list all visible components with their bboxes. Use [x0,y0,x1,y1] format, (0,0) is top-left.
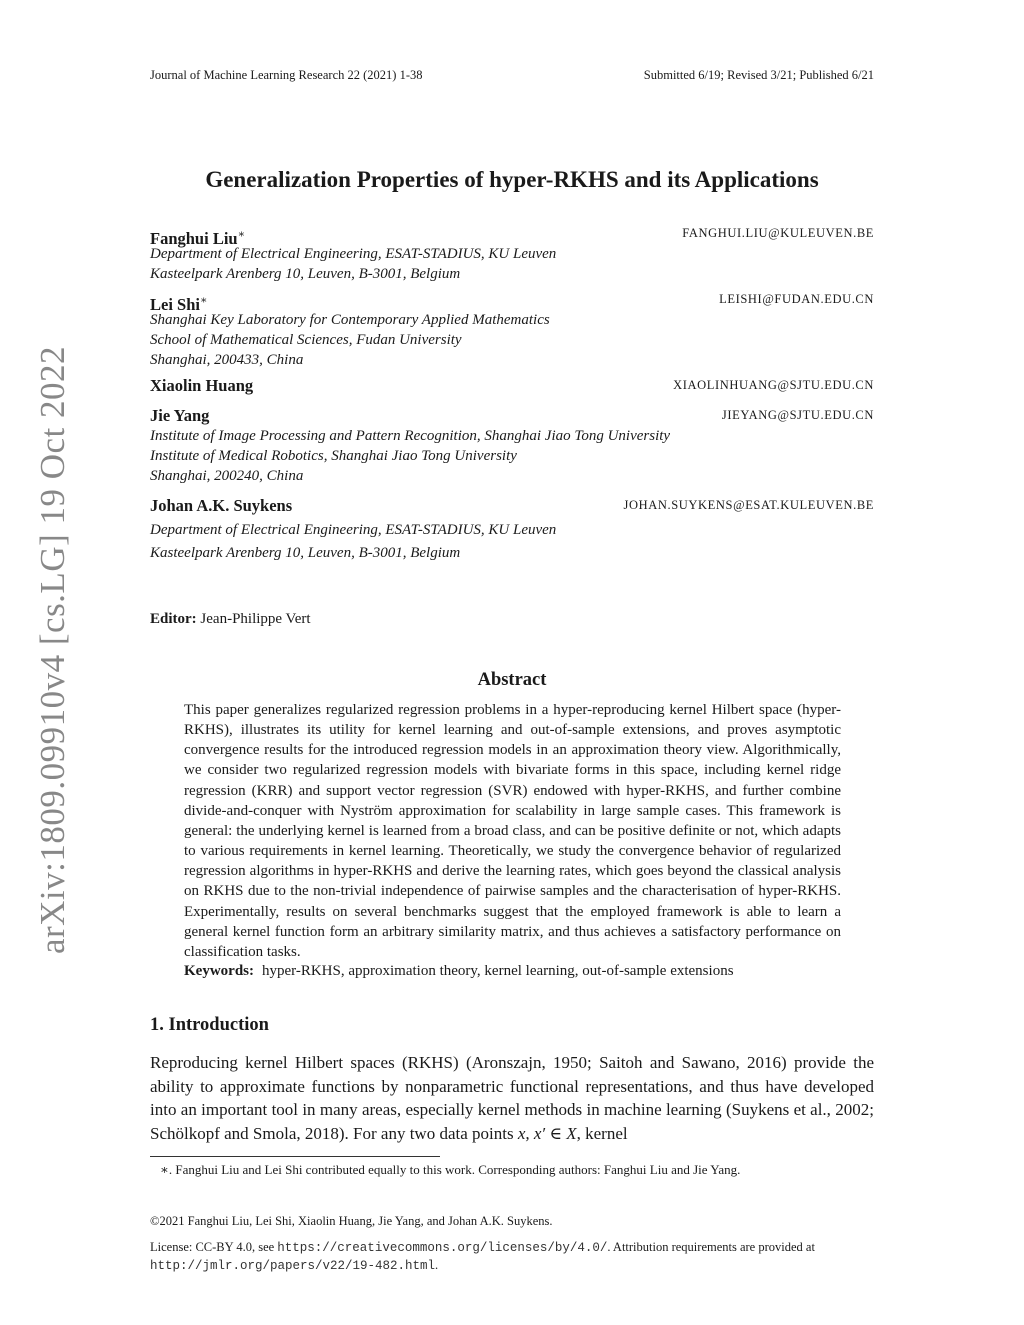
author-affiliation: Department of Electrical Engineering, ESAT-STADIUS, KU Leuven [150,522,557,538]
author-name: Johan A.K. Suykens [150,496,293,515]
author-affiliation: Department of Electrical Engineering, ESAT-STADIUS, KU Leuven [150,246,557,262]
editor-line [150,611,311,628]
editor-label: Editor: [150,611,197,627]
author-affiliation: Shanghai Key Laboratory for Contemporary Applied Mathematics [150,312,550,328]
editor-name: Jean-Philippe Vert [200,611,311,627]
author-address: Kasteelpark Arenberg 10, Leuven, B-3001, Belgium [150,545,461,561]
journal-header: Journal of Machine Learning Research 22 (2021) 1-38 [150,68,423,82]
keywords-text: hyper-RKHS, approximation theory, kernel learning, out-of-sample extensions [262,963,734,979]
author-email[interactable]: JIEYANG@SJTU.EDU.CN [721,408,874,422]
footnote-rule [150,1156,440,1157]
author-name: Xiaolin Huang [150,376,254,395]
abstract-text: This paper generalizes regularized regression problems in a hyper-reproducing kernel Hilbert space (hyper-RKHS), illustrates its utility for kernel learning and out-of-sample extensions, and proves asymptotic convergence results for the introduced regression models in an approximation theory view. Algorithmically, we consider two regularized regression models with bivariate forms in this space, including kernel ridge regression (KRR) and support vector regression (SVR) endowed with hyper-RKHS, and further combine divide-and-conquer with Nyström approximation for scalability in large sample cases. This framework is general: the underlying kernel is learned from a broad class, and can be positive definite or not, which adapts to various requirements in kernel learning. Theoretically, we study the convergence behavior of regularized regression algorithms in hyper-RKHS and derive the learning rates, which goes beyond the classical analysis on RKHS due to the non-trivial independence of pairwise samples and the characterisation of hyper-RKHS. Experimentally, results on several benchmarks suggest that the employed framework is able to learn a general kernel function form an arbitrary similarity matrix, and thus achieves a satisfactory performance on classification tasks. [184,702,841,960]
author-row [150,376,874,396]
author-email[interactable]: XIAOLINHUANG@SJTU.EDU.CN [673,378,874,392]
paper-title: Generalization Properties of hyper-RKHS and its Applications [205,167,819,192]
author-address: Shanghai, 200240, China [150,468,304,484]
arxiv-stamp: arXiv:1809.09910v4 [cs.LG] 19 Oct 2022 [33,345,72,955]
keywords-label: Keywords: [184,963,254,979]
equal-contribution-mark: ∗ [199,294,208,306]
abstract-heading: Abstract [477,670,547,690]
author-affiliation: School of Mathematical Sciences, Fudan University [150,332,462,348]
author-email[interactable]: FANGHUI.LIU@KULEUVEN.BE [682,226,874,240]
author-name: Jie Yang [150,406,210,425]
copyright-notice: ©2021 Fanghui Liu, Lei Shi, Xiaolin Huang, Jie Yang, and Johan A.K. Suykens. [150,1214,553,1228]
author-address: Kasteelpark Arenberg 10, Leuven, B-3001, Belgium [150,266,461,282]
submission-dates: Submitted 6/19; Revised 3/21; Published 6/21 [643,68,874,82]
equal-contribution-mark: ∗ [237,228,246,240]
author-name: Fanghui Liu∗ [150,228,246,248]
author-affiliation: Institute of Medical Robotics, Shanghai Jiao Tong University [150,448,517,464]
author-email[interactable]: LEISHI@FUDAN.EDU.CN [719,292,874,306]
author-row [150,496,874,516]
license-notice: License: CC-BY 4.0, see https://creativecommons.org/licenses/by/4.0/. Attribution requirements are provided at http://jmlr.org/papers/v22/19-482.html. [150,1240,815,1273]
author-email[interactable]: JOHAN.SUYKENS@ESAT.KULEUVEN.BE [623,498,874,512]
author-name: Lei Shi∗ [150,294,208,314]
author-row [150,290,874,314]
author-address: Shanghai, 200433, China [150,352,304,368]
author-row [150,224,874,248]
inline-math: x, x′ ∈ X [517,1123,577,1143]
author-row [150,406,874,426]
footnote: ∗. Fanghui Liu and Lei Shi contributed equally to this work. Corresponding authors: Fanghui Liu and Jie Yang. [160,1162,741,1177]
introduction-text: Reproducing kernel Hilbert spaces (RKHS) (Aronszajn, 1950; Saitoh and Sawano, 2016) provide the ability to approximate functions by nonparametric functional representations, and thus have developed into an important tool in many areas, especially kernel methods in machine learning (Suykens et al., 2002; Schölkopf and Smola, 2018). For any two data points x, x′ ∈ X, kernel [150,1053,874,1143]
section-heading: 1. Introduction [150,1015,269,1035]
author-affiliation: Institute of Image Processing and Pattern Recognition, Shanghai Jiao Tong University [150,428,671,444]
license-link[interactable]: https://creativecommons.org/licenses/by/4.0/ [277,1241,608,1255]
paper-link[interactable]: http://jmlr.org/papers/v22/19-482.html [150,1258,436,1273]
author-list [150,224,874,563]
keywords-line [184,963,844,980]
